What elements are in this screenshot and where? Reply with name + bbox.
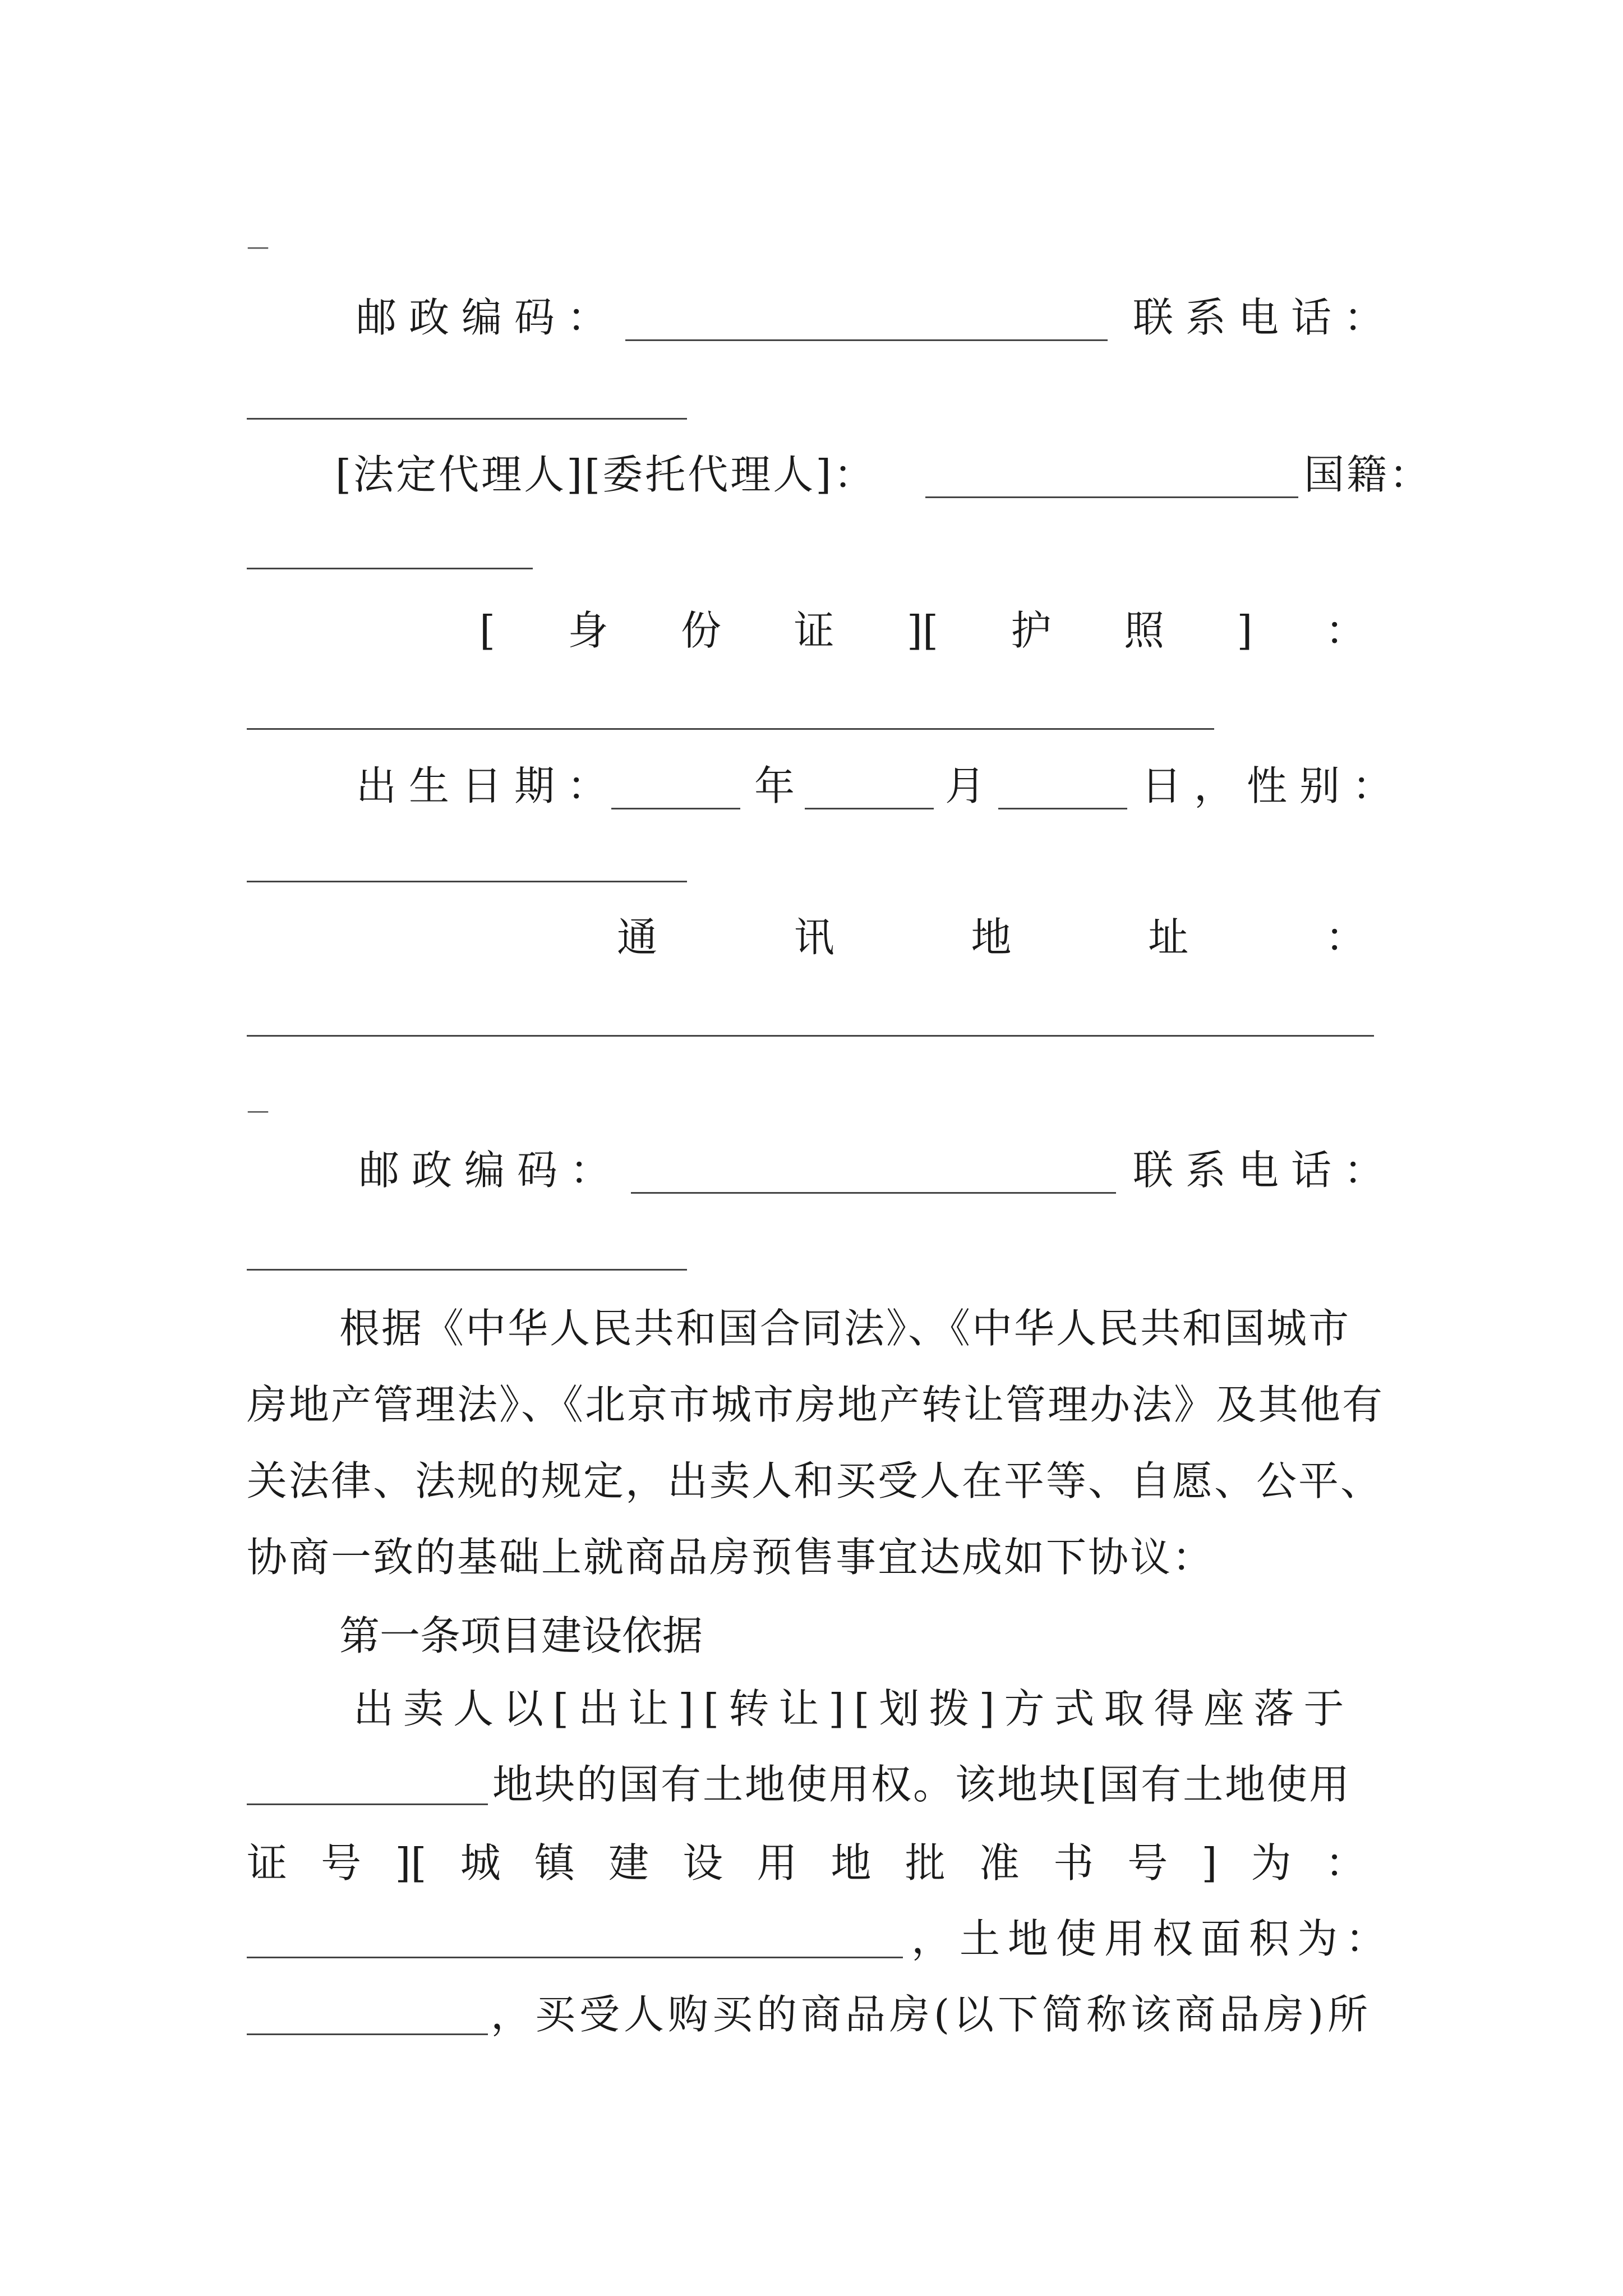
text-char: 号 — [1127, 1839, 1168, 1887]
preamble-paragraph: 根据《中华人民共和国合同法》、《中华人民共和国城市房地产管理法》、《北京市城市房地产转让管理办法》及其他有关法律、法规的规定，出卖人和买受人在平等、自愿、公平、协商一致的基础上就商品房预售事宜达成如下协议： — [247, 1305, 1385, 1581]
id-char: [ — [479, 607, 496, 654]
id-char: 身 — [568, 607, 608, 654]
address-field[interactable] — [247, 1035, 1374, 1037]
parcel-location-field[interactable] — [247, 1803, 488, 1805]
phone-field[interactable] — [247, 418, 687, 420]
text-char: 建 — [608, 1839, 649, 1887]
gender-field[interactable] — [247, 881, 687, 882]
phone-field[interactable] — [247, 1269, 687, 1271]
text-char: 批 — [905, 1839, 946, 1887]
birth-date-label: 出生日期： — [356, 762, 620, 809]
dash-mark: — — [247, 234, 269, 260]
article-text-line: 地块的国有土地使用权。该地块[国有土地使用 — [492, 1761, 1352, 1808]
land-area-field[interactable] — [247, 2033, 488, 2035]
text-char: 镇 — [534, 1839, 575, 1887]
id-char: ： — [1325, 607, 1366, 654]
id-char: ] — [1237, 607, 1253, 654]
text-char: ] — [1201, 1839, 1218, 1887]
text-char: ][ — [395, 1839, 427, 1887]
id-char: 照 — [1123, 607, 1164, 654]
address-char: 通 — [617, 914, 658, 961]
address-char: ： — [1325, 914, 1366, 961]
postal-code-label: 邮政编码： — [359, 1147, 623, 1194]
dash-mark: — — [247, 1098, 269, 1124]
article-text-line: ，土地使用权面积为： — [911, 1915, 1394, 1962]
id-number-field[interactable] — [247, 728, 1214, 730]
month-label: 月 — [945, 762, 986, 809]
article-text-line: ，买受人购买的商品房(以下简称该商品房)所 — [491, 1991, 1372, 2038]
text-char: 用 — [757, 1839, 797, 1887]
phone-label: 联系电话： — [1133, 1147, 1397, 1194]
article-text-line: 出卖人以[出让][转让][划拨]方式取得座落于 — [353, 1685, 1354, 1732]
text-char: 为 — [1251, 1839, 1292, 1887]
text-char: 号 — [321, 1839, 362, 1887]
article-text-line — [247, 1839, 1366, 1887]
id-document-label — [479, 607, 1366, 654]
text-char: 地 — [831, 1839, 872, 1887]
certificate-number-field[interactable] — [247, 1957, 903, 1958]
birth-year-field[interactable] — [611, 808, 740, 809]
nationality-field[interactable] — [247, 568, 533, 569]
id-char: 份 — [680, 607, 721, 654]
id-char: 护 — [1011, 607, 1052, 654]
id-char: ][ — [906, 607, 939, 654]
text-char: 设 — [683, 1839, 723, 1887]
birth-month-field[interactable] — [805, 808, 934, 809]
text-char: ： — [1325, 1839, 1366, 1887]
postal-code-field[interactable] — [631, 1192, 1116, 1194]
address-char: 讯 — [794, 914, 834, 961]
address-char: 地 — [971, 914, 1012, 961]
agent-name-field[interactable] — [925, 496, 1298, 498]
address-label — [617, 914, 1366, 961]
postal-code-field[interactable] — [625, 339, 1108, 341]
text-char: 书 — [1053, 1839, 1094, 1887]
text-char: 城 — [460, 1839, 501, 1887]
phone-label: 联系电话： — [1133, 294, 1397, 341]
address-char: 址 — [1148, 914, 1189, 961]
text-char: 证 — [247, 1839, 288, 1887]
postal-code-label: 邮政编码： — [356, 294, 620, 341]
article-title: 第一条项目建设依据 — [339, 1612, 703, 1659]
id-char: 证 — [794, 607, 834, 654]
day-gender-label: 日，性别： — [1141, 762, 1405, 809]
year-label: 年 — [754, 762, 795, 809]
nationality-label: 国籍： — [1304, 451, 1432, 498]
agent-label: [法定代理人][委托代理人]： — [335, 451, 877, 498]
text-char: 准 — [979, 1839, 1020, 1887]
birth-day-field[interactable] — [998, 808, 1127, 809]
